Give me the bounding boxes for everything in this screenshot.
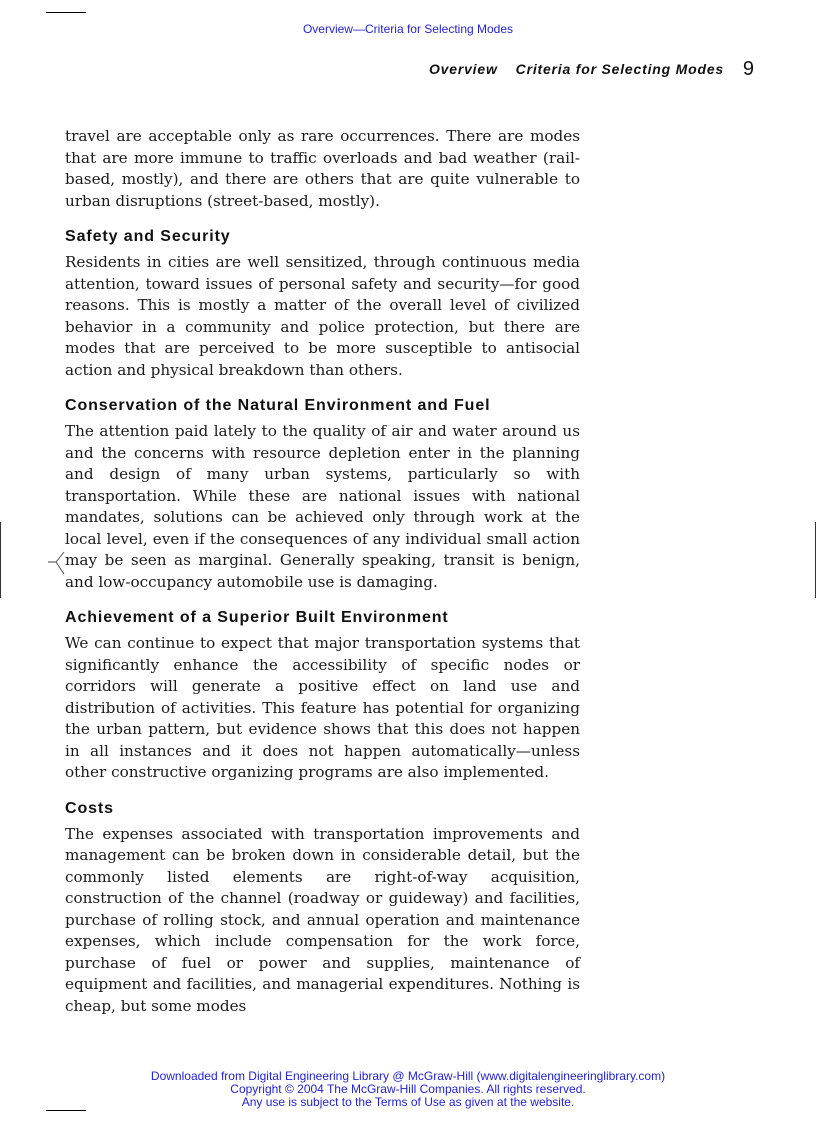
section-heading-built-environment: Achievement of a Superior Built Environment <box>65 609 449 626</box>
page-body <box>65 126 580 1017</box>
footer-line-1[interactable]: Downloaded from Digital Engineering Library @ McGraw-Hill (www.digitalengineeringlibrary.com) <box>150 1069 666 1083</box>
section-heading-conservation: Conservation of the Natural Environment and Fuel <box>65 397 491 414</box>
section-heading-safety: Safety and Security <box>65 228 231 245</box>
crop-mark-bottom <box>46 1110 86 1111</box>
section-text-conservation: The attention paid lately to the quality of air and water around us and the concerns with resource depletion enter in the planning and design of many urban systems, particularly so with transportation. While these are national issues with national mandates, solutions can be achieved only through work at the local level, even if the consequences of any individual small action may be seen as marginal. Generally speaking, transit is benign, and low-occupancy automobile use is damaging. <box>65 422 580 591</box>
crop-mark-top <box>46 12 86 13</box>
running-head-section: Overview <box>428 61 498 77</box>
running-head <box>429 61 724 77</box>
section-text-built-environment: We can continue to expect that major transportation systems that significantly enhance the accessibility of specific nodes or corridors will generate a positive effect on land use and distribution of activities. This feature has potential for organizing the urban pattern, but evidence shows that this does not happen in all instances and it does not happen automatically—unless other constructive organizing programs are also implemented. <box>65 634 580 781</box>
page-number: 9 <box>742 58 754 80</box>
side-tick-left <box>0 522 1 598</box>
section-heading-costs: Costs <box>65 799 114 817</box>
section-text-safety: Residents in cities are well sensitized, through continuous media attention, toward issues of personal safety and security—for good reasons. This is mostly a matter of the overall level of civilized behavior in a community and police protection, but there are modes that are perceived to be more susceptible to antisocial action and physical breakdown than others. <box>65 253 580 379</box>
footer-line-2: Copyright © 2004 The McGraw-Hill Companies. All rights reserved. <box>230 1082 586 1096</box>
intro-paragraph: travel are acceptable only as rare occurrences. There are modes that are more immune to traffic overloads and bad weather (rail-based, mostly), and there are others that are quite vulnerable to urban disruptions (street-based, mostly). <box>65 127 580 210</box>
footer-line-3: Any use is subject to the Terms of Use as given at the website. <box>241 1095 575 1109</box>
section-text-costs: The expenses associated with transportation improvements and management can be broken down in considerable detail, but the commonly listed elements are right-of-way acquisition, construction of the channel (roadway or guideway) and facilities, purchase of rolling stock, and annual operation and maintenance expenses, which include compensation for the work force, purchase of fuel or power and supplies, maintenance of equipment and facilities, and managerial expenditures. Nothing is cheap, but some modes <box>65 824 580 1015</box>
running-head-chapter: Criteria for Selecting Modes <box>515 61 724 77</box>
top-link[interactable]: Overview—Criteria for Selecting Modes <box>302 22 514 36</box>
footer <box>0 1070 816 1109</box>
